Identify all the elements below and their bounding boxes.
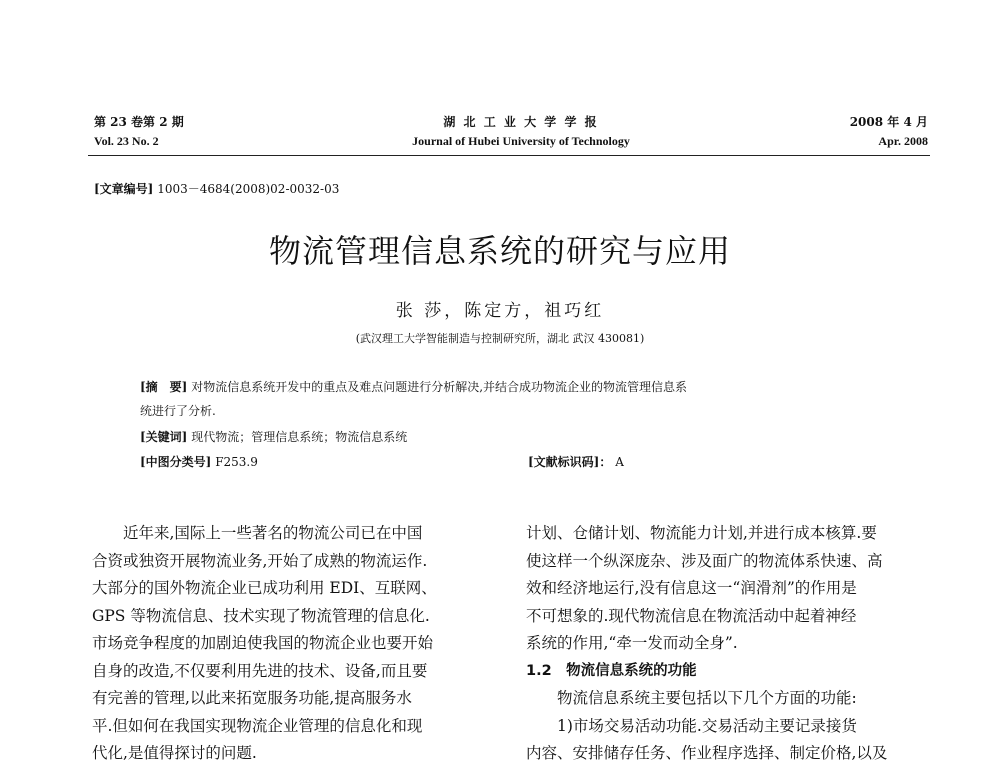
abstract-line-1: 对物流信息系统开发中的重点及难点问题进行分析解决,并结合成功物流企业的物流管理信息系 — [191, 380, 688, 394]
abstract-label: [摘 要] — [140, 380, 188, 394]
article-number-value: 1003－4684(2008)02-0032-03 — [157, 182, 340, 196]
header-volume-en: Vol. 23 No. 2 — [94, 134, 159, 148]
body-line: 合资或独资开展物流业务,开始了成熟的物流运作. — [92, 551, 428, 570]
keywords-label: [关键词] — [140, 430, 188, 444]
body-line: 有完善的管理,以此来拓宽服务功能,提高服务水 — [92, 689, 412, 707]
document-code — [528, 453, 624, 470]
body-left-column — [92, 520, 500, 768]
article-number-label: [文章编号] — [94, 182, 154, 196]
header-rule — [88, 155, 930, 156]
header-date-cn: 2008 年 4 月 — [849, 115, 928, 129]
body-line: 大部分的国外物流企业已成功利用 EDI、互联网、 — [92, 579, 437, 597]
keywords-value: 现代物流；管理信息系统；物流信息系统 — [191, 430, 408, 444]
clc-number — [140, 453, 258, 470]
body-line: 物流信息系统主要包括以下几个方面的功能: — [526, 689, 857, 707]
keywords — [140, 428, 407, 445]
abstract-line-2: 统进行了分析. — [140, 404, 216, 418]
body-line: 自身的改造,不仅要利用先进的技术、设备,而且要 — [92, 661, 428, 680]
header-journal-cn: 湖 北 工 业 大 学 学 报 — [443, 115, 599, 129]
paper-title: 物流管理信息系统的研究与应用 — [268, 232, 731, 270]
clc-value: F253.9 — [215, 455, 258, 469]
body-line: 计划、仓储计划、物流能力计划,并进行成本核算.要 — [526, 524, 877, 542]
body-line: 使这样一个纵深庞杂、涉及面广的物流体系快速、高 — [526, 551, 883, 570]
clc-label: [中图分类号] — [140, 455, 212, 469]
body-line: 内容、安排储存任务、作业程序选择、制定价格,以及 — [526, 744, 888, 762]
header-volume-cn: 第 23 卷第 2 期 — [94, 115, 184, 129]
body-line: 近年来,国际上一些著名的物流公司已在中国 — [92, 524, 423, 542]
body-line: 1)市场交易活动功能.交易活动主要记录接货 — [526, 716, 857, 735]
body-line: 代化,是值得探讨的问题. — [92, 744, 257, 762]
body-line: 不可想象的.现代物流信息在物流活动中起着神经 — [526, 606, 857, 625]
article-number — [94, 180, 339, 197]
body-line: 平.但如何在我国实现物流企业管理的信息化和现 — [92, 716, 423, 735]
document-code-value: A — [615, 455, 624, 469]
section-heading: 1.2 物流信息系统的功能 — [526, 662, 697, 679]
header-journal-en: Journal of Hubei University of Technology — [412, 134, 630, 148]
body-line: 市场竞争程度的加剧迫使我国的物流企业也要开始 — [92, 634, 434, 652]
body-right-column — [526, 520, 936, 768]
abstract — [140, 378, 687, 395]
paper-authors: 张 莎，陈定方，祖巧红 — [395, 301, 605, 321]
paper-affiliation: (武汉理工大学智能制造与控制研究所，湖北 武汉 430081) — [355, 332, 645, 345]
body-line: 效和经济地运行,没有信息这一“润滑剂”的作用是 — [526, 579, 857, 597]
body-line: GPS 等物流信息、技术实现了物流管理的信息化. — [92, 606, 430, 625]
document-code-label: [文献标识码]： — [528, 455, 612, 469]
header-date-en: Apr. 2008 — [878, 134, 928, 148]
body-line: 系统的作用,“牵一发而动全身”. — [526, 634, 738, 652]
